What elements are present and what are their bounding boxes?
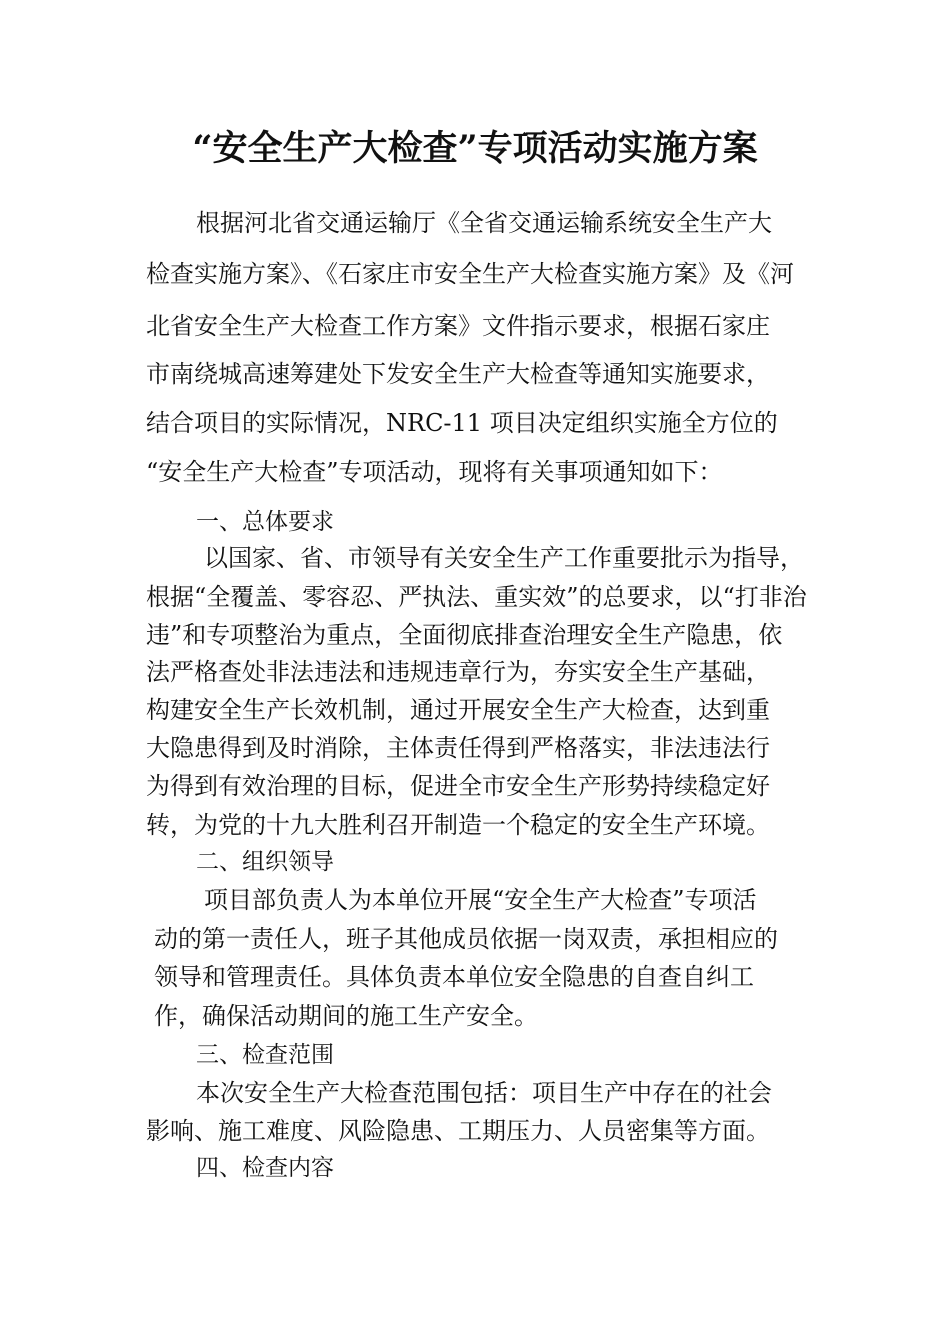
section1-line: 法严格查处非法违法和违规违章行为，夯实安全生产基础，: [146, 658, 770, 686]
section1-line: 构建安全生产长效机制，通过开展安全生产大检查，达到重: [146, 696, 770, 724]
intro-line: 根据河北省交通运输厅《全省交通运输系统安全生产大: [196, 209, 772, 237]
section1-line: 以国家、省、市领导有关安全生产工作重要批示为指导，: [204, 544, 804, 572]
section1-line: 违”和专项整治为重点，全面彻底排查治理安全生产隐患，依: [146, 621, 783, 649]
intro-line: “安全生产大检查”专项活动，现将有关事项通知如下：: [146, 458, 723, 486]
section-heading-general-requirements: 一、总体要求: [196, 509, 334, 535]
intro-line: 市南绕城高速筹建处下发安全生产大检查等通知实施要求，: [146, 360, 770, 388]
intro-line: 北省安全生产大检查工作方案》文件指示要求，根据石家庄: [146, 312, 770, 340]
section2-line: 作，确保活动期间的施工生产安全。: [154, 1002, 538, 1030]
section1-line: 根据“全覆盖、零容忍、严执法、重实效”的总要求，以“打非治: [146, 583, 807, 611]
intro-line: 结合项目的实际情况，NRC-11 项目决定组织实施全方位的: [146, 409, 778, 437]
document-title: “安全生产大检查”专项活动实施方案: [192, 128, 758, 169]
section1-line: 为得到有效治理的目标，促进全市安全生产形势持续稳定好: [146, 772, 770, 800]
section-heading-organization: 二、组织领导: [196, 849, 334, 875]
section3-line: 影响、施工难度、风险隐患、工期压力、人员密集等方面。: [146, 1117, 770, 1145]
section1-line: 大隐患得到及时消除，主体责任得到严格落实，非法违法行: [146, 734, 770, 762]
section-heading-scope: 三、检查范围: [196, 1042, 334, 1068]
section-heading-content: 四、检查内容: [196, 1155, 334, 1181]
section3-line: 本次安全生产大检查范围包括：项目生产中存在的社会: [196, 1079, 772, 1107]
intro-line: 检查实施方案》、《石家庄市安全生产大检查实施方案》及《河: [146, 260, 794, 288]
section2-line: 项目部负责人为本单位开展“安全生产大检查”专项活: [204, 886, 757, 914]
section1-line: 转，为党的十九大胜利召开制造一个稳定的安全生产环境。: [146, 811, 770, 839]
section2-line: 领导和管理责任。具体负责本单位安全隐患的自查自纠工: [154, 963, 754, 991]
section2-line: 动的第一责任人，班子其他成员依据一岗双责，承担相应的: [154, 925, 778, 953]
